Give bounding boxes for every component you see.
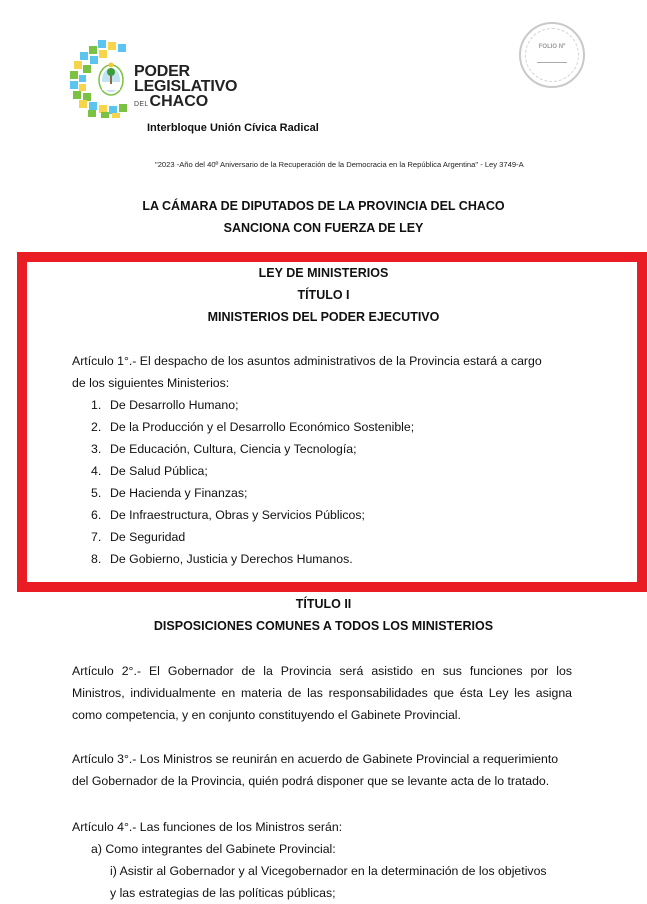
ministry-item: 4. De Salud Pública;: [91, 464, 208, 478]
preamble-line-2: SANCIONA CON FUERZA DE LEY: [223, 221, 424, 235]
logo-wordmark: [134, 64, 237, 112]
article-4-item-i-line-1: i) Asistir al Gobernador y al Vicegobernador en la determinación de los objetivos: [110, 864, 547, 878]
logo-line-3: [134, 94, 237, 112]
article-4-line-1: Artículo 4°.- Las funciones de los Ministros serán:: [72, 820, 343, 834]
stamp-ring: [525, 28, 579, 82]
titulo-1: TÍTULO I: [297, 288, 350, 302]
law-title: LEY DE MINISTERIOS: [258, 266, 389, 280]
article-3: [72, 748, 572, 792]
ministry-item: 5. De Hacienda y Finanzas;: [91, 486, 248, 500]
logo-line-1: PODER: [134, 63, 190, 80]
ministry-item: 3. De Educación, Cultura, Ciencia y Tecnología;: [91, 442, 357, 456]
article-1-line-1: Artículo 1°.- El despacho de los asuntos administrativos de la Provincia estará a cargo: [72, 354, 542, 368]
preamble-line-1: LA CÁMARA DE DIPUTADOS DE LA PROVINCIA DEL CHACO: [142, 199, 505, 213]
logo-line-3-prefix: DEL: [134, 101, 149, 108]
logo-line-2: LEGISLATIVO: [134, 78, 238, 95]
article-3-line-2: del Gobernador de la Provincia, quién podrá disponer que se levante acta de lo tratado.: [72, 774, 550, 788]
titulo-2-name: DISPOSICIONES COMUNES A TODOS LOS MINISTERIOS: [153, 619, 494, 633]
article-3-line-1: Artículo 3°.- Los Ministros se reunirán en acuerdo de Gabinete Provincial a requerimiento: [72, 752, 559, 766]
article-2-line-3: como competencia, y en conjunto constituyendo el Gabinete Provincial.: [72, 708, 461, 722]
article-2-line-1: Artículo 2°.- El Gobernador de la Provincia será asistido en sus funciones por los: [72, 664, 572, 678]
logo-line-3-main: CHACO: [149, 93, 209, 110]
titulo-1-name: MINISTERIOS DEL PODER EJECUTIVO: [207, 310, 440, 324]
ministry-item: 8. De Gobierno, Justicia y Derechos Humanos.: [91, 552, 353, 566]
article-2: [72, 660, 572, 726]
ministry-item: 2. De la Producción y el Desarrollo Económico Sostenible;: [91, 420, 415, 434]
stamp-line: [537, 62, 567, 63]
article-1-line-2: de los siguientes Ministerios:: [72, 376, 230, 390]
folio-stamp-icon: [519, 22, 585, 88]
ministry-item: 6. De Infraestructura, Obras y Servicios Públicos;: [91, 508, 365, 522]
ministry-item: 1. De Desarrollo Humano;: [91, 398, 239, 412]
article-2-line-2: Ministros, individualmente en materia de las responsabilidades que ésta Ley les asigna: [72, 686, 572, 700]
year-motto: "2023 -Año del 40º Aniversario de la Recuperación de la Democracia en la República Argentina" - Ley 3749-A: [155, 160, 524, 169]
titulo-2: TÍTULO II: [295, 597, 352, 611]
article-4-item-a: a) Como integrantes del Gabinete Provincial:: [91, 842, 336, 856]
article-4-item-i-line-2: y las estrategias de las políticas públicas;: [110, 886, 336, 900]
stamp-folio-label: FOLIO Nº: [538, 44, 566, 50]
ministry-item: 7. De Seguridad: [91, 530, 186, 544]
bloque-name: Interbloque Unión Cívica Radical: [147, 122, 319, 134]
